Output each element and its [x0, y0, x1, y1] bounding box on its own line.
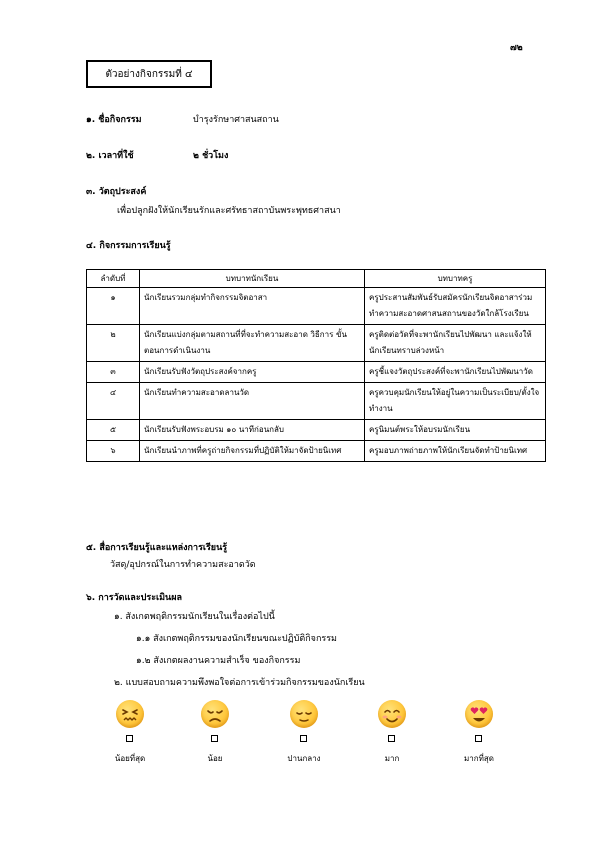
header-teacher-role: บทบาทครู — [365, 270, 546, 288]
teacher-role: ครูติดต่อวัดที่จะพานักเรียนไปพัฒนา และแจ้งให้นักเรียนทราบล่วงหน้า — [365, 325, 546, 362]
student-role: นักเรียนทำความสะอาดลานวัด — [140, 383, 365, 420]
row-number: ๖ — [87, 441, 140, 462]
rating-checkbox-1[interactable] — [126, 735, 133, 742]
disappointed-face-icon — [201, 700, 229, 728]
teacher-role: ครูมอบภาพถ่ายภาพให้นักเรียนจัดทำป้ายนิเทศ — [365, 441, 546, 462]
smiling-face-icon — [378, 700, 406, 728]
row-number: ๒ — [87, 325, 140, 362]
confounded-face-icon — [116, 700, 144, 728]
student-role: นักเรียนรับฟังวัตถุประสงค์จากครู — [140, 362, 365, 383]
activity-table — [86, 269, 546, 462]
teacher-role: ครูชี้แจงวัตถุประสงค์ที่จะพานักเรียนไปพัฒนาวัด — [365, 362, 546, 383]
student-role: นักเรียนนำภาพที่ครูถ่ายกิจกรรมที่ปฏิบัติให้มาจัดป้ายนิเทศ — [140, 441, 365, 462]
rating-label-2: น้อย — [207, 754, 223, 763]
table-row — [87, 362, 546, 383]
example-title-box — [86, 60, 212, 88]
student-role: นักเรียนรวมกลุ่มทำกิจกรรมจิตอาสา — [140, 288, 365, 325]
rating-label-3: ปานกลาง — [287, 754, 321, 763]
objective-text: เพื่อปลูกฝังให้นักเรียนรักและศรัทธาสถาบันพระพุทธศาสนา — [117, 206, 341, 216]
row-number: ๕ — [87, 420, 140, 441]
row-number: ๓ — [87, 362, 140, 383]
header-student-role: บทบาทนักเรียน — [140, 270, 365, 288]
table-row — [87, 325, 546, 362]
student-role: นักเรียนรับฟังพระอบรม ๑๐ นาทีก่อนกลับ — [140, 420, 365, 441]
section-6-label: ๖. การวัดและประเมินผล — [86, 593, 182, 603]
student-role: นักเรียนแบ่งกลุ่มตามสถานที่ที่จะทำความสะอาด วิธีการ ขั้นตอนการดำเนินงาน — [140, 325, 365, 362]
example-title: ตัวอย่างกิจกรรมที่ ๔ — [105, 68, 193, 80]
table-row — [87, 383, 546, 420]
evaluation-item-1-1: ๑.๑ สังเกตพฤติกรรมของนักเรียนขณะปฏิบัติกิจกรรม — [136, 634, 337, 644]
section-5-label: ๕. สื่อการเรียนรู้และแหล่งการเรียนรู้ — [86, 543, 228, 553]
evaluation-item-2: ๒. แบบสอบถามความพึงพอใจต่อการเข้าร่วมกิจกรรมของนักเรียน — [114, 678, 365, 688]
section-3-label: ๓. วัตถุประสงค์ — [86, 187, 147, 197]
rating-checkbox-4[interactable] — [388, 735, 395, 742]
media-text: วัสดุ/อุปกรณ์ในการทำความสะอาดวัด — [110, 560, 256, 570]
evaluation-item-1-2: ๑.๒ สังเกตผลงานความสำเร็จ ของกิจกรรม — [136, 656, 301, 666]
rating-checkbox-3[interactable] — [300, 735, 307, 742]
row-number: ๔ — [87, 383, 140, 420]
rating-label-4: มาก — [384, 754, 400, 763]
table-row — [87, 420, 546, 441]
section-1-label: ๑. ชื่อกิจกรรม — [86, 115, 142, 125]
time-used: ๒ ชั่วโมง — [193, 151, 229, 161]
rating-checkbox-2[interactable] — [211, 735, 218, 742]
evaluation-item-1: ๑. สังเกตพฤติกรรมนักเรียนในเรื่องต่อไปนี้ — [114, 612, 275, 622]
activity-name: บำรุงรักษาศาสนสถาน — [193, 115, 279, 125]
teacher-role: ครูประสานสัมพันธ์รับสมัครนักเรียนจิตอาสาร่วมทำความสะอาดศาสนสถานของวัดใกล้โรงเรียน — [365, 288, 546, 325]
rating-checkbox-5[interactable] — [475, 735, 482, 742]
teacher-role: ครูนิมนต์พระให้อบรมนักเรียน — [365, 420, 546, 441]
header-number: ลำดับที่ — [87, 270, 140, 288]
row-number: ๑ — [87, 288, 140, 325]
section-2-label: ๒. เวลาที่ใช้ — [86, 151, 134, 161]
table-row — [87, 441, 546, 462]
table-row — [87, 288, 546, 325]
table-header-row — [87, 270, 546, 288]
rating-label-1: น้อยที่สุด — [114, 754, 146, 763]
relieved-face-icon — [290, 700, 318, 728]
rating-label-5: มากที่สุด — [464, 754, 494, 763]
teacher-role: ครูควบคุมนักเรียนให้อยู่ในความเป็นระเบียบ/ตั้งใจทำงาน — [365, 383, 546, 420]
section-4-label: ๔. กิจกรรมการเรียนรู้ — [86, 241, 171, 251]
page-number: ๗๒ — [510, 43, 523, 53]
heart-eyes-face-icon — [465, 700, 493, 728]
